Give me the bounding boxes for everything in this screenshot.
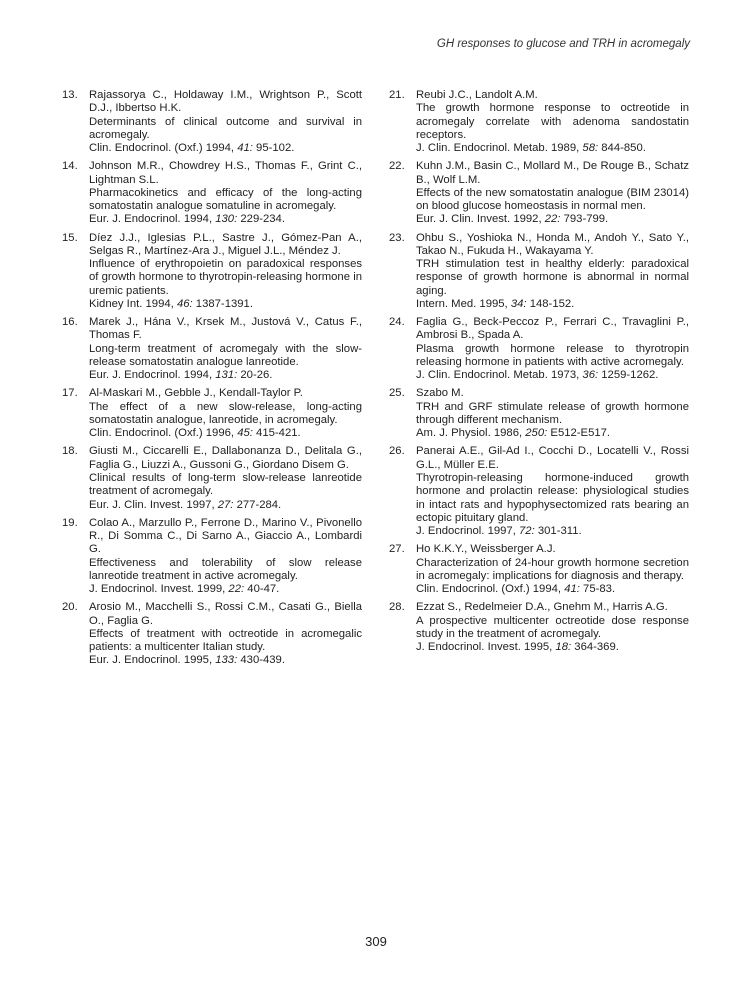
- reference-volume: 58:: [582, 142, 599, 155]
- reference-authors: Rajassorya C., Holdaway I.M., Wrightson P., Scott D.J., Ibbertso H.K.: [89, 89, 362, 115]
- reference-volume: 250:: [525, 427, 548, 440]
- reference-25: [389, 387, 689, 440]
- reference-journal: J. Clin. Endocrinol. Metab. 1989,: [416, 142, 580, 155]
- reference-volume: 133:: [215, 654, 238, 667]
- reference-title: Thyrotropin-releasing hormone-induced growth hormone and prolactin release: physiological studies in intact rats and hypophysectomized rats bearing an ectopic pituitary gland.: [416, 472, 689, 524]
- reference-number: 25.: [389, 387, 405, 400]
- reference-citation: [89, 298, 362, 311]
- reference-authors: Ohbu S., Yoshioka N., Honda M., Andoh Y., Sato Y., Takao N., Fukuda H., Wakayama Y.: [416, 231, 689, 257]
- reference-journal: J. Endocrinol. 1997,: [416, 525, 516, 538]
- reference-title: Influence of erythropoietin on paradoxical responses of growth hormone to thyrotropin-releasing hormone in uremic patients.: [89, 258, 362, 297]
- reference-number: 17.: [62, 387, 78, 400]
- reference-column-left: [62, 89, 362, 673]
- reference-number: 24.: [389, 316, 405, 329]
- reference-citation: [89, 142, 362, 155]
- running-head: GH responses to glucose and TRH in acromegaly: [436, 38, 690, 50]
- reference-authors: Marek J., Hána V., Krsek M., Justová V., Catus F., Thomas F.: [89, 316, 362, 342]
- reference-number: 26.: [389, 445, 405, 458]
- reference-citation: [89, 654, 362, 667]
- reference-volume: 34:: [510, 298, 527, 311]
- reference-volume: 22:: [228, 583, 245, 596]
- reference-number: 19.: [62, 516, 78, 529]
- reference-authors: Reubi J.C., Landolt A.M.: [416, 89, 538, 101]
- reference-23: [389, 232, 689, 312]
- reference-journal: J. Clin. Endocrinol. Metab. 1973,: [416, 369, 580, 382]
- reference-journal: Eur. J. Endocrinol. 1995,: [89, 654, 213, 667]
- reference-authors: Kuhn J.M., Basin C., Mollard M., De Rouge B., Schatz B., Wolf L.M.: [416, 160, 689, 186]
- reference-number: 21.: [389, 89, 405, 101]
- reference-citation: [89, 583, 362, 596]
- reference-title: Long-term treatment of acromegaly with the slow-release somatostatin analogue lanreotide.: [89, 342, 362, 369]
- reference-14: [62, 160, 362, 226]
- reference-pages: 148-152.: [529, 298, 575, 311]
- reference-journal: Clin. Endocrinol. (Oxf.) 1994,: [89, 142, 235, 155]
- reference-pages: 430-439.: [240, 654, 285, 667]
- reference-volume: 36:: [582, 369, 599, 382]
- reference-volume: 27:: [217, 498, 234, 511]
- reference-volume: 46:: [176, 298, 193, 311]
- reference-number: 27.: [389, 543, 405, 556]
- reference-18: [62, 445, 362, 511]
- reference-22: [389, 160, 689, 226]
- reference-pages: 229-234.: [240, 213, 285, 226]
- reference-title: The growth hormone response to octreotide in acromegaly correlate with adenoma sandostatin receptors.: [416, 102, 689, 141]
- reference-citation: [89, 369, 362, 382]
- reference-title: Determinants of clinical outcome and survival in acromegaly.: [89, 115, 362, 141]
- reference-pages: 75-83.: [583, 583, 616, 596]
- reference-citation: [89, 499, 362, 512]
- reference-13: [62, 89, 362, 155]
- reference-pages: 793-799.: [563, 213, 609, 226]
- reference-title: Clinical results of long-term slow-release lanreotide treatment of acromegaly.: [89, 472, 362, 498]
- reference-pages: 95-102.: [256, 142, 295, 155]
- reference-title: Pharmacokinetics and efficacy of the long-acting somatostatin analogue somatuline in acromegaly.: [89, 186, 362, 213]
- reference-title: The effect of a new slow-release, long-acting somatostatin analogue, lanreotide, in acromegaly.: [89, 400, 362, 427]
- reference-journal: Clin. Endocrinol. (Oxf.) 1996,: [89, 427, 235, 440]
- reference-pages: 844-850.: [601, 142, 646, 155]
- reference-journal: Eur. J. Clin. Invest. 1992,: [416, 213, 542, 226]
- reference-citation: [416, 427, 689, 440]
- reference-citation: [89, 213, 362, 226]
- reference-volume: 45:: [237, 427, 253, 440]
- reference-volume: 41:: [564, 583, 580, 596]
- reference-journal: Kidney Int. 1994,: [89, 298, 174, 311]
- reference-title: Effectiveness and tolerability of slow release lanreotide treatment in active acromegaly.: [89, 556, 362, 582]
- reference-citation: [416, 213, 689, 226]
- reference-15: [62, 232, 362, 312]
- reference-journal: Eur. J. Endocrinol. 1994,: [89, 369, 213, 382]
- reference-26: [389, 445, 689, 538]
- reference-volume: 22:: [544, 213, 561, 226]
- reference-citation: [89, 427, 362, 440]
- reference-27: [389, 543, 689, 596]
- reference-pages: 301-311.: [537, 525, 582, 538]
- reference-number: 15.: [62, 231, 78, 244]
- reference-number: 20.: [62, 601, 78, 614]
- page-number: 309: [365, 934, 387, 949]
- reference-24: [389, 316, 689, 382]
- reference-28: [389, 601, 689, 654]
- reference-pages: 20-26.: [240, 369, 273, 382]
- reference-volume: 18:: [555, 641, 572, 654]
- reference-pages: E512-E517.: [550, 427, 611, 440]
- reference-volume: 41:: [237, 142, 253, 155]
- reference-authors: Ho K.K.Y., Weissberger A.J.: [416, 543, 556, 556]
- reference-authors: Johnson M.R., Chowdrey H.S., Thomas F., Grint C., Lightman S.L.: [89, 160, 362, 186]
- reference-authors: Arosio M., Macchelli S., Rossi C.M., Casati G., Biella O., Faglia G.: [89, 601, 362, 627]
- reference-authors: Colao A., Marzullo P., Ferrone D., Marino V., Pivonello R., Di Somma C., Di Sarno A., Giaccio A., Lombardi G.: [89, 516, 362, 556]
- reference-pages: 40-47.: [247, 583, 280, 596]
- reference-pages: 277-284.: [236, 498, 282, 511]
- reference-16: [62, 316, 362, 382]
- reference-title: A prospective multicenter octreotide dose response study in the treatment of acromegaly.: [416, 614, 689, 640]
- reference-journal: Clin. Endocrinol. (Oxf.) 1994,: [416, 583, 562, 596]
- reference-number: 22.: [389, 160, 405, 173]
- reference-title: TRH and GRF stimulate release of growth hormone through different mechanism.: [416, 400, 689, 427]
- reference-authors: Szabo M.: [416, 387, 464, 400]
- reference-authors: Ezzat S., Redelmeier D.A., Gnehm M., Harris A.G.: [416, 601, 668, 614]
- reference-number: 14.: [62, 160, 78, 173]
- reference-citation: [416, 298, 689, 311]
- reference-citation: [416, 525, 689, 538]
- reference-journal: J. Endocrinol. Invest. 1995,: [416, 641, 553, 654]
- reference-citation: [416, 369, 689, 382]
- reference-volume: 72:: [519, 525, 535, 538]
- reference-journal: Am. J. Physiol. 1986,: [416, 427, 523, 440]
- reference-title: Effects of the new somatostatin analogue (BIM 23014) on blood glucose homeostasis in normal men.: [416, 186, 689, 213]
- reference-authors: Giusti M., Ciccarelli E., Dallabonanza D., Delitala G., Faglia G., Liuzzi A., Gussoni G., Giordano Disem G.: [89, 445, 362, 471]
- reference-pages: 1387-1391.: [195, 298, 253, 311]
- reference-number: 13.: [62, 89, 78, 101]
- reference-citation: [416, 641, 689, 654]
- reference-number: 18.: [62, 445, 78, 458]
- reference-volume: 130:: [215, 213, 238, 226]
- reference-21: [389, 89, 689, 155]
- reference-journal: Eur. J. Endocrinol. 1994,: [89, 213, 213, 226]
- reference-journal: Eur. J. Clin. Invest. 1997,: [89, 498, 215, 511]
- reference-journal: Intern. Med. 1995,: [416, 298, 508, 311]
- reference-pages: 1259-1262.: [601, 369, 659, 382]
- reference-pages: 415-421.: [256, 427, 301, 440]
- reference-citation: [416, 583, 689, 596]
- reference-20: [62, 601, 362, 667]
- reference-authors: Al-Maskari M., Gebble J., Kendall-Taylor P.: [89, 387, 303, 400]
- reference-authors: Panerai A.E., Gil-Ad I., Cocchi D., Locatelli V., Rossi G.L., Müller E.E.: [416, 445, 689, 471]
- reference-number: 28.: [389, 601, 405, 614]
- reference-title: Characterization of 24-hour growth hormone secretion in acromegaly: implications for diagnosis and therapy.: [416, 556, 689, 582]
- reference-citation: [416, 142, 689, 155]
- reference-19: [62, 517, 362, 597]
- reference-authors: Faglia G., Beck-Peccoz P., Ferrari C., Travaglini P., Ambrosi B., Spada A.: [416, 316, 689, 342]
- reference-journal: J. Endocrinol. Invest. 1999,: [89, 583, 226, 596]
- reference-authors: Díez J.J., Iglesias P.L., Sastre J., Gómez-Pan A., Selgas R., Martínez-Ara J., Miguel J.L., Méndez J.: [89, 231, 362, 257]
- reference-pages: 364-369.: [574, 641, 619, 654]
- reference-column-right: [389, 89, 689, 659]
- reference-volume: 131:: [215, 369, 238, 382]
- reference-title: Effects of treatment with octreotide in acromegalic patients: a multicenter Italian study.: [89, 627, 362, 654]
- reference-title: TRH stimulation test in healthy elderly: paradoxical response of growth hormone is abnormal in normal aging.: [416, 258, 689, 297]
- reference-number: 16.: [62, 316, 78, 329]
- reference-17: [62, 387, 362, 440]
- reference-number: 23.: [389, 231, 405, 244]
- reference-title: Plasma growth hormone release to thyrotropin releasing hormone in patients with active acromegaly.: [416, 342, 689, 369]
